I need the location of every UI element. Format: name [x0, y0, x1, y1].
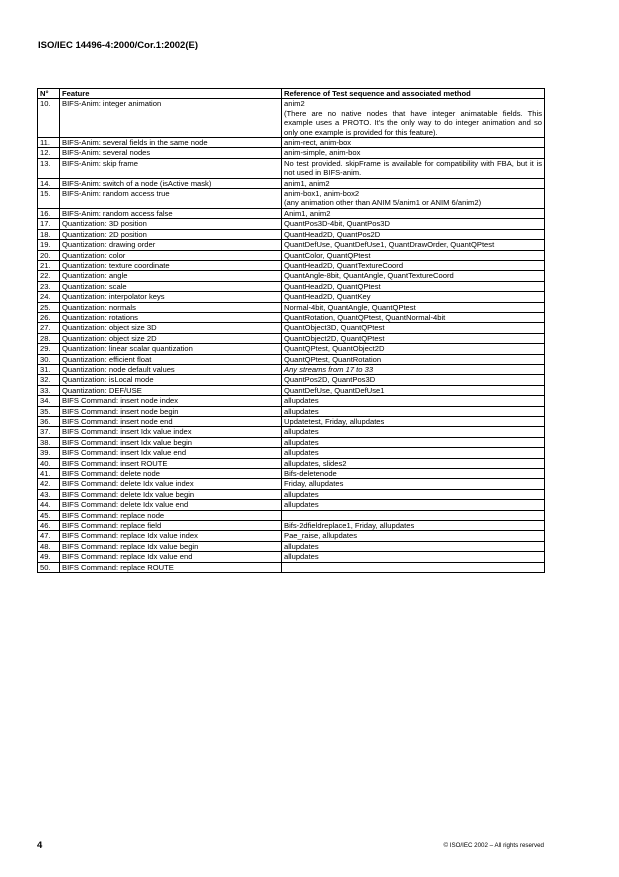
table-row: [38, 406, 545, 416]
table-row: [38, 99, 545, 138]
table-row: [38, 479, 545, 489]
reference-text: anim2: [284, 99, 305, 109]
row-reference: [282, 148, 545, 158]
table-row: [38, 375, 545, 385]
row-feature: BIFS Command: insert ROUTE: [60, 458, 282, 468]
reference-text: QuantRotation, QuantQPtest, QuantNormal-4bit: [284, 312, 446, 322]
row-number: 11.: [38, 138, 60, 148]
reference-text: allupdates, slides2: [284, 458, 347, 468]
table-row: [38, 302, 545, 312]
row-feature: BIFS Command: replace ROUTE: [60, 562, 282, 572]
reference-text: Pae_raise, allupdates: [284, 531, 358, 541]
row-feature: Quantization: interpolator keys: [60, 292, 282, 302]
row-number: 20.: [38, 250, 60, 260]
row-feature: Quantization: texture coordinate: [60, 260, 282, 270]
row-feature: Quantization: 2D position: [60, 229, 282, 239]
row-feature: Quantization: angle: [60, 271, 282, 281]
row-feature: Quantization: DEF/USE: [60, 385, 282, 395]
row-feature: BIFS Command: insert Idx value begin: [60, 437, 282, 447]
row-feature: BIFS Command: replace Idx value index: [60, 531, 282, 541]
row-reference: [282, 219, 545, 229]
reference-text: QuantObject3D, QuantQPtest: [284, 323, 385, 333]
row-feature: Quantization: drawing order: [60, 240, 282, 250]
row-number: 17.: [38, 219, 60, 229]
table-row: [38, 437, 545, 447]
table-row: [38, 458, 545, 468]
row-number: 26.: [38, 312, 60, 322]
table-row: [38, 138, 545, 148]
reference-text: QuantQPtest, QuantRotation: [284, 354, 382, 364]
row-reference: [282, 138, 545, 148]
row-reference: [282, 271, 545, 281]
table-row: [38, 469, 545, 479]
reference-text: allupdates: [284, 448, 319, 458]
row-number: 45.: [38, 510, 60, 520]
row-reference: [282, 354, 545, 364]
row-number: 44.: [38, 500, 60, 510]
table-row: [38, 417, 545, 427]
row-number: 28.: [38, 333, 60, 343]
row-feature: Quantization: normals: [60, 302, 282, 312]
row-reference: [282, 208, 545, 218]
row-number: 19.: [38, 240, 60, 250]
table-row: [38, 323, 545, 333]
table-row: [38, 354, 545, 364]
row-feature: BIFS Command: insert node begin: [60, 406, 282, 416]
row-feature: Quantization: scale: [60, 281, 282, 291]
table-row: [38, 240, 545, 250]
table-row: [38, 250, 545, 260]
row-number: 39.: [38, 448, 60, 458]
row-number: 12.: [38, 148, 60, 158]
row-reference: [282, 375, 545, 385]
reference-text: QuantObject2D, QuantQPtest: [284, 333, 385, 343]
row-number: 33.: [38, 385, 60, 395]
row-feature: BIFS-Anim: skip frame: [60, 158, 282, 178]
row-number: 31.: [38, 364, 60, 374]
row-number: 38.: [38, 437, 60, 447]
row-reference: [282, 406, 545, 416]
row-feature: Quantization: object size 2D: [60, 333, 282, 343]
row-number: 29.: [38, 344, 60, 354]
reference-text: Bifs-2dfieldreplace1, Friday, allupdates: [284, 521, 415, 531]
row-number: 49.: [38, 552, 60, 562]
copyright-notice: © ISO/IEC 2002 – All rights reserved: [443, 842, 544, 849]
reference-text: QuantQPtest, QuantObject2D: [284, 344, 385, 354]
row-number: 15.: [38, 189, 60, 209]
table-row: [38, 396, 545, 406]
row-feature: BIFS Command: delete Idx value index: [60, 479, 282, 489]
reference-text: Any streams from 17 to 33: [284, 364, 374, 374]
row-number: 27.: [38, 323, 60, 333]
table-row: [38, 333, 545, 343]
row-number: 25.: [38, 302, 60, 312]
table-row: [38, 229, 545, 239]
row-feature: BIFS Command: replace field: [60, 521, 282, 531]
row-feature: BIFS Command: insert node index: [60, 396, 282, 406]
table-row: [38, 510, 545, 520]
table-row: [38, 448, 545, 458]
row-number: 50.: [38, 562, 60, 572]
row-number: 46.: [38, 521, 60, 531]
reference-text: anim1, anim2: [284, 178, 330, 188]
column-header-reference: Reference of Test sequence and associated method: [282, 89, 545, 99]
table-row: [38, 148, 545, 158]
row-feature: BIFS Command: insert Idx value end: [60, 448, 282, 458]
reference-text: anim-simple, anim-box: [284, 148, 361, 158]
row-number: 30.: [38, 354, 60, 364]
row-feature: Quantization: linear scalar quantization: [60, 344, 282, 354]
table-row: [38, 385, 545, 395]
row-number: 40.: [38, 458, 60, 468]
reference-text: QuantPos3D-4bit, QuantPos3D: [284, 219, 390, 229]
reference-text: QuantHead2D, QuantPos2D: [284, 229, 381, 239]
reference-text: QuantHead2D, QuantTextureCoord: [284, 260, 404, 270]
row-reference: [282, 364, 545, 374]
row-reference: [282, 99, 545, 138]
reference-text: QuantHead2D, QuantQPtest: [284, 281, 381, 291]
row-feature: BIFS Command: delete Idx value begin: [60, 489, 282, 499]
row-number: 43.: [38, 489, 60, 499]
row-reference: [282, 552, 545, 562]
row-number: 13.: [38, 158, 60, 178]
row-number: 37.: [38, 427, 60, 437]
row-reference: [282, 189, 545, 209]
table-row: [38, 562, 545, 572]
row-number: 22.: [38, 271, 60, 281]
row-feature: Quantization: node default values: [60, 364, 282, 374]
row-number: 41.: [38, 469, 60, 479]
table-row: [38, 219, 545, 229]
row-number: 21.: [38, 260, 60, 270]
row-reference: [282, 344, 545, 354]
row-reference: [282, 427, 545, 437]
table-row: [38, 489, 545, 499]
row-reference: [282, 158, 545, 178]
row-feature: BIFS Command: replace Idx value end: [60, 552, 282, 562]
table-row: [38, 158, 545, 178]
row-reference: [282, 510, 545, 520]
table-row: [38, 521, 545, 531]
table-row: [38, 312, 545, 322]
reference-text: QuantDefUse, QuantDefUse1: [284, 385, 385, 395]
row-reference: [282, 250, 545, 260]
table-row: [38, 500, 545, 510]
row-reference: [282, 281, 545, 291]
table-row: [38, 260, 545, 270]
table-row: [38, 427, 545, 437]
row-reference: [282, 489, 545, 499]
row-number: 10.: [38, 99, 60, 138]
row-feature: BIFS Command: delete node: [60, 469, 282, 479]
row-number: 23.: [38, 281, 60, 291]
row-reference: [282, 521, 545, 531]
row-feature: BIFS-Anim: several fields in the same node: [60, 138, 282, 148]
table-row: [38, 541, 545, 551]
reference-text: anim-box1, anim-box2: [284, 189, 360, 199]
row-feature: BIFS Command: replace Idx value begin: [60, 541, 282, 551]
row-number: 47.: [38, 531, 60, 541]
row-feature: Quantization: object size 3D: [60, 323, 282, 333]
row-reference: [282, 437, 545, 447]
reference-text: Anim1, anim2: [284, 208, 331, 218]
row-reference: [282, 229, 545, 239]
row-reference: [282, 417, 545, 427]
table-row: [38, 178, 545, 188]
row-feature: BIFS-Anim: random access false: [60, 208, 282, 218]
row-number: 48.: [38, 541, 60, 551]
reference-text: Normal-4bit, QuantAngle, QuantQPtest: [284, 302, 416, 312]
row-number: 42.: [38, 479, 60, 489]
row-reference: [282, 469, 545, 479]
column-header-number: N°: [38, 89, 60, 99]
reference-text: allupdates: [284, 489, 319, 499]
reference-note: (There are no native nodes that have integer animatable fields. This example uses a PROTO. It's the only way to do integer animation and so only one example is provided for this feature).: [284, 108, 542, 137]
row-reference: [282, 260, 545, 270]
table-row: [38, 281, 545, 291]
table-row: [38, 364, 545, 374]
table-row: [38, 292, 545, 302]
row-feature: BIFS-Anim: integer animation: [60, 99, 282, 138]
table-row: [38, 208, 545, 218]
table-row: [38, 344, 545, 354]
row-reference: [282, 396, 545, 406]
row-number: 14.: [38, 178, 60, 188]
reference-text: allupdates: [284, 500, 319, 510]
column-header-feature: Feature: [60, 89, 282, 99]
row-number: 35.: [38, 406, 60, 416]
row-feature: BIFS-Anim: switch of a node (isActive mask): [60, 178, 282, 188]
row-feature: BIFS-Anim: random access true: [60, 189, 282, 209]
row-feature: Quantization: 3D position: [60, 219, 282, 229]
reference-text: QuantAngle-8bit, QuantAngle, QuantTextureCoord: [284, 271, 454, 281]
reference-note: (any animation other than ANIM 5/anim1 or ANIM 6/anim2): [284, 198, 482, 208]
row-reference: [282, 562, 545, 572]
reference-text: Friday, allupdates: [284, 479, 344, 489]
reference-text: allupdates: [284, 437, 319, 447]
row-reference: [282, 541, 545, 551]
reference-text: No test provided. skipFrame is available for compatibility with FBA, but it is not used in BIFS-anim.: [284, 158, 542, 178]
row-reference: [282, 448, 545, 458]
row-feature: Quantization: efficient float: [60, 354, 282, 364]
row-number: 36.: [38, 417, 60, 427]
reference-text: anim-rect, anim-box: [284, 138, 352, 148]
reference-text: QuantHead2D, QuantKey: [284, 292, 371, 302]
row-feature: Quantization: isLocal mode: [60, 375, 282, 385]
row-feature: BIFS-Anim: several nodes: [60, 148, 282, 158]
row-reference: [282, 385, 545, 395]
reference-text: allupdates: [284, 552, 319, 562]
row-reference: [282, 312, 545, 322]
row-feature: Quantization: color: [60, 250, 282, 260]
table-header-row: [38, 89, 545, 99]
table-row: [38, 271, 545, 281]
row-reference: [282, 240, 545, 250]
page-number: 4: [37, 840, 43, 851]
row-reference: [282, 178, 545, 188]
table-row: [38, 552, 545, 562]
row-number: 18.: [38, 229, 60, 239]
row-number: 32.: [38, 375, 60, 385]
reference-text: QuantColor, QuantQPtest: [284, 250, 371, 260]
table-row: [38, 189, 545, 209]
row-reference: [282, 500, 545, 510]
reference-text: allupdates: [284, 396, 319, 406]
row-number: 34.: [38, 396, 60, 406]
reference-text: allupdates: [284, 541, 319, 551]
row-reference: [282, 531, 545, 541]
row-feature: Quantization: rotations: [60, 312, 282, 322]
reference-text: QuantPos2D, QuantPos3D: [284, 375, 376, 385]
conformance-table: [37, 88, 545, 573]
row-feature: BIFS Command: insert node end: [60, 417, 282, 427]
row-reference: [282, 458, 545, 468]
row-reference: [282, 479, 545, 489]
row-number: 24.: [38, 292, 60, 302]
reference-text: Bifs-deletenode: [284, 469, 337, 479]
reference-text: allupdates: [284, 406, 319, 416]
row-reference: [282, 333, 545, 343]
document-header: ISO/IEC 14496-4:2000/Cor.1:2002(E): [38, 40, 199, 51]
table-body: [38, 99, 545, 573]
row-feature: BIFS Command: delete Idx value end: [60, 500, 282, 510]
row-feature: BIFS Command: insert Idx value index: [60, 427, 282, 437]
row-reference: [282, 323, 545, 333]
reference-text: allupdates: [284, 427, 319, 437]
row-reference: [282, 302, 545, 312]
row-feature: BIFS Command: replace node: [60, 510, 282, 520]
reference-text: QuantDefUse, QuantDefUse1, QuantDrawOrder, QuantQPtest: [284, 240, 495, 250]
row-number: 16.: [38, 208, 60, 218]
row-reference: [282, 292, 545, 302]
table-row: [38, 531, 545, 541]
reference-text: Updatetest, Friday, allupdates: [284, 417, 385, 426]
